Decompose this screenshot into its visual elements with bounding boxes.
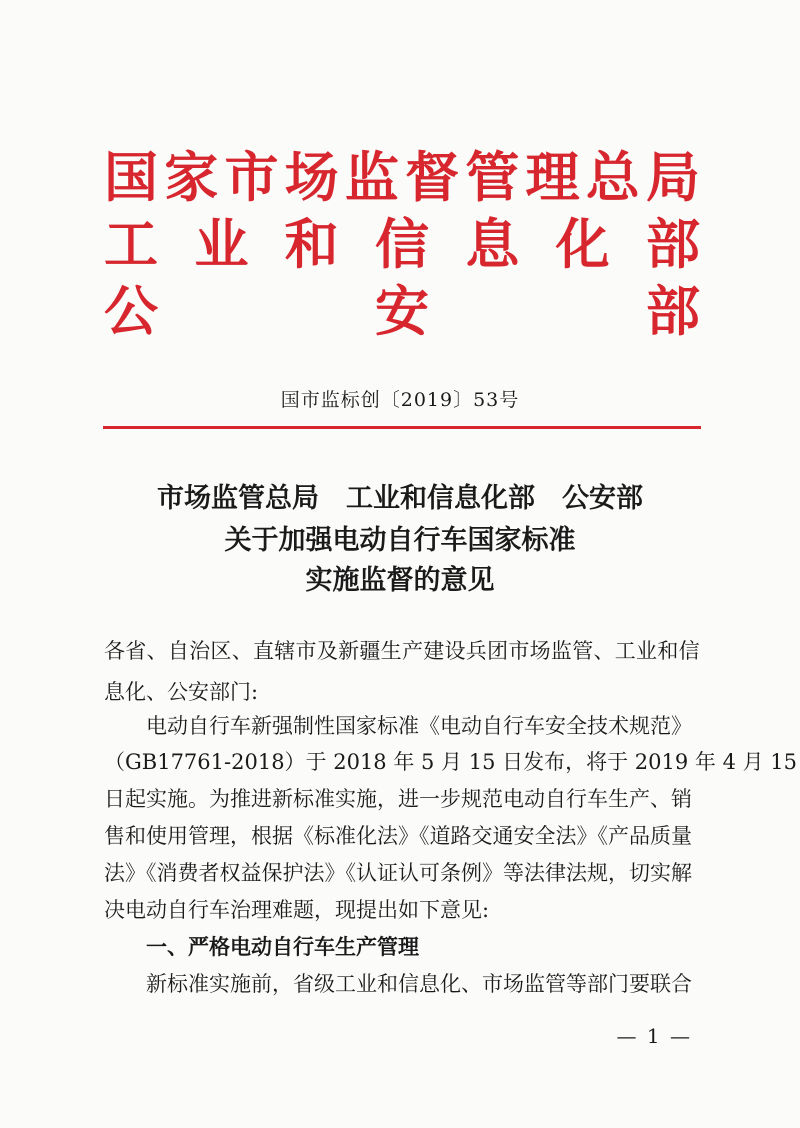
section-heading: 一、严格电动自行车生产管理: [146, 935, 419, 959]
issuer-char: 化: [555, 212, 610, 276]
paragraph-line: 电动自行车新强制性国家标准《电动自行车安全技术规范》: [146, 714, 692, 738]
issuer-line-miit: [104, 212, 700, 276]
issuer-line-public-security: [104, 279, 700, 343]
issuer-char: 安: [375, 279, 429, 343]
paragraph-line: （GB17761-2018）于 2018 年 5 月 15 日发布，将于 2019 年 4 月 15: [104, 750, 798, 774]
issuer-char: 家: [164, 145, 219, 209]
issuer-char: 工: [104, 212, 158, 276]
issuer-char: 业: [194, 212, 249, 276]
issuer-char: 局: [645, 145, 700, 209]
title-line-2: 关于加强电动自行车国家标准: [224, 525, 576, 556]
issuer-char: 监: [344, 145, 399, 209]
issuer-line-market-regulation: [104, 145, 700, 209]
paragraph-line: 新标准实施前，省级工业和信息化、市场监管等部门要联合: [146, 972, 692, 996]
issuer-char: 部: [646, 279, 700, 343]
paragraph-line: 售和使用管理，根据《标准化法》《道路交通安全法》《产品质量: [104, 824, 692, 848]
paragraph-line: 日起实施。为推进新标准实施，进一步规范电动自行车生产、销: [104, 787, 692, 811]
issuer-char: 管: [465, 145, 520, 209]
issuer-char: 国: [104, 145, 158, 209]
title-line-1: 市场监管总局 工业和信息化部 公安部: [157, 483, 643, 514]
paragraph-line: 决电动自行车治理难题，现提出如下意见:: [104, 898, 490, 922]
issuer-char: 场: [284, 145, 339, 209]
issuer-char: 部: [645, 212, 700, 276]
page-number: — 1 —: [616, 1024, 692, 1048]
issuer-char: 总: [585, 145, 640, 209]
issuer-char: 公: [104, 279, 158, 343]
title-line-3: 实施监督的意见: [305, 565, 495, 596]
red-separator-line: [103, 426, 701, 429]
issuer-char: 息: [465, 212, 520, 276]
issuer-char: 市: [224, 145, 279, 209]
salutation-line-2: 息化、公安部门:: [104, 680, 259, 704]
issuer-char: 信: [374, 212, 429, 276]
salutation-line-1: 各 省 、 自 治 区 、 直 辖 市 及 新 疆 生 产 建 设 兵 团 市 场 监 管 、 工 业 和 信: [104, 639, 700, 663]
issuer-char: 督: [405, 145, 460, 209]
issuer-char: 和: [284, 212, 339, 276]
issuer-char: 理: [525, 145, 580, 209]
paragraph-line: 法》《消费者权益保护法》《认证认可条例》等法律法规，切实解: [104, 861, 692, 885]
document-number: 国市监标创〔2019〕53号: [280, 389, 520, 411]
